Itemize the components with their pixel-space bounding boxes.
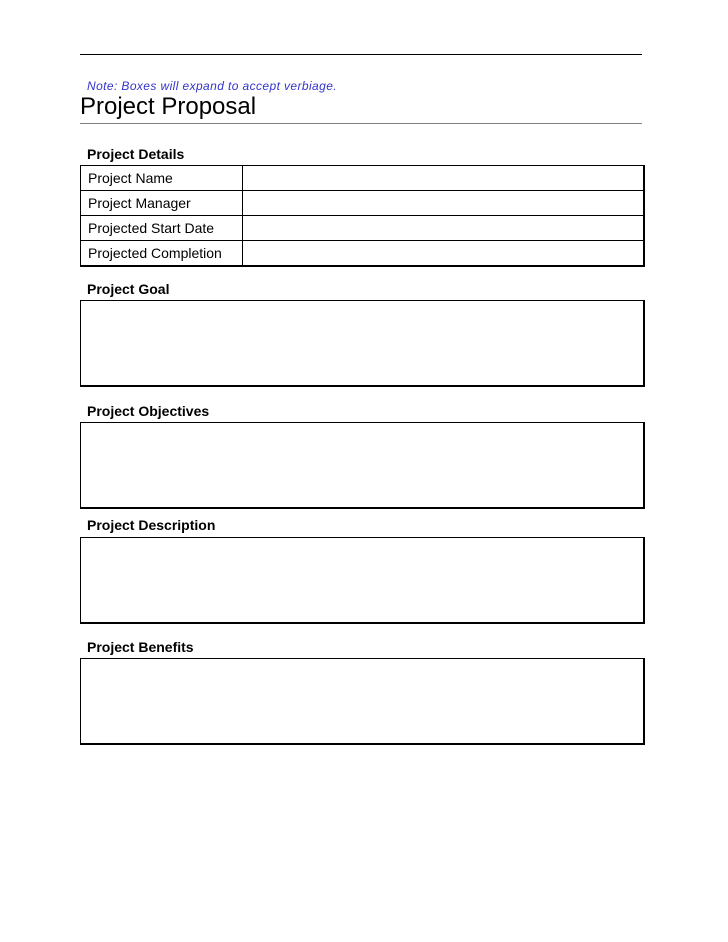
project-details-heading: Project Details — [87, 146, 185, 162]
project-manager-field[interactable] — [243, 191, 645, 216]
table-row — [81, 216, 645, 241]
projected-start-date-label: Projected Start Date — [81, 216, 243, 241]
projected-completion-field[interactable] — [243, 241, 645, 267]
top-divider — [80, 54, 642, 55]
table-row — [81, 241, 645, 267]
project-benefits-heading: Project Benefits — [87, 639, 194, 655]
page-title: Project Proposal — [80, 93, 257, 120]
project-objectives-box[interactable] — [80, 422, 645, 509]
project-name-field[interactable] — [243, 166, 645, 191]
project-manager-label: Project Manager — [81, 191, 243, 216]
project-details-table — [80, 165, 645, 267]
project-goal-heading: Project Goal — [87, 281, 170, 297]
title-divider — [80, 123, 642, 124]
project-description-heading: Project Description — [87, 517, 216, 533]
expand-note: Note: Boxes will expand to accept verbiage. — [87, 79, 337, 93]
project-objectives-heading: Project Objectives — [87, 403, 210, 419]
project-benefits-box[interactable] — [80, 658, 645, 745]
project-name-label: Project Name — [81, 166, 243, 191]
projected-start-date-field[interactable] — [243, 216, 645, 241]
project-description-box[interactable] — [80, 537, 645, 624]
table-row — [81, 191, 645, 216]
projected-completion-label: Projected Completion — [81, 241, 243, 267]
table-row — [81, 166, 645, 191]
project-goal-box[interactable] — [80, 300, 645, 387]
